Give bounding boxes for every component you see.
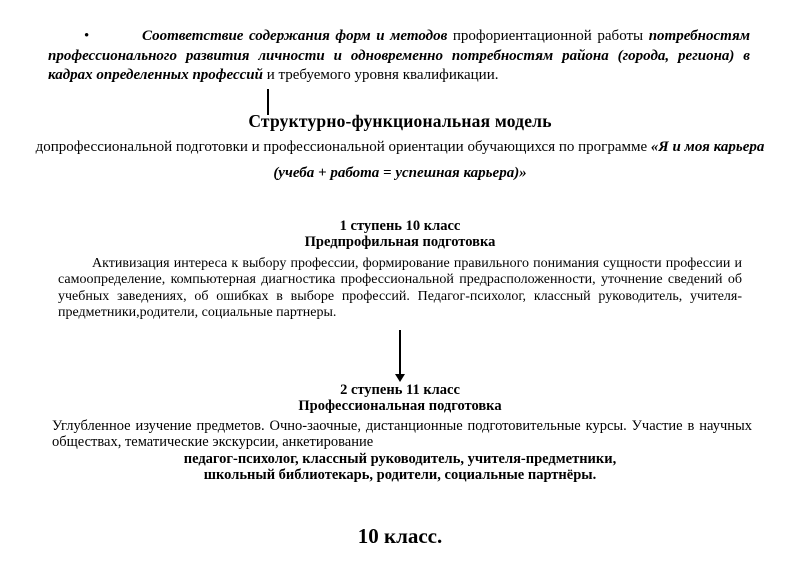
intro-segment-bold-italic-2: потребностям профессионального развития личности и одновременно потребностям района (города, региона) в кадрах определенных профессий	[48, 28, 750, 83]
bullet-paragraph	[0, 0, 800, 86]
stage1-heading	[0, 218, 800, 250]
stage1-description: Активизация интереса к выбору профессии, формирование правильного понимания сущности профессии и самоопределение, компьютерная диагностика профессиональной предрасположенности, уточнение сведений об учебных заведениях, об ошибках в выборе профессий. Педагог-психолог, классный руководитель, учителя-предметники,родители, социальные партнеры.	[58, 255, 742, 320]
subtitle-regular-text: допрофессиональной подготовки и профессиональной ориентации обучающихся по программе	[35, 138, 651, 155]
stage1-heading-name: Предпрофильная подготовка	[304, 233, 496, 250]
intro-segment-bold-italic-1: Соответствие содержания форм и методов	[142, 28, 453, 44]
footer-grade-label: 10 класс.	[357, 523, 443, 548]
intro-segment-regular-1: профориентационной работы	[452, 28, 649, 44]
model-subtitle	[0, 134, 800, 186]
stage2-heading-step: 2 ступень 11 класс	[340, 381, 460, 398]
stage2-description: Углубленное изучение предметов. Очно-заочные, дистанционные подготовительные курсы. Участие в научных обществах, тематические экскурсии, анкетирование	[52, 417, 752, 450]
subtitle-program-name-line1: «Я и моя карьера	[650, 138, 765, 155]
stage1-heading-step: 1 ступень 10 класс	[339, 217, 461, 234]
stage2-heading	[0, 382, 800, 414]
stage2-heading-name: Профессиональная подготовка	[298, 397, 502, 414]
subtitle-program-name-line2: (учеба + работа = успешная карьера)»	[273, 164, 527, 181]
stage2-staff-line1: педагог-психолог, классный руководитель, учителя-предметники,	[183, 450, 617, 467]
stage2-staff-line2: школьный библиотекарь, родители, социальные партнёры.	[203, 467, 597, 483]
arrow-shaft	[399, 330, 401, 375]
down-arrow-icon	[395, 330, 405, 382]
model-title: Структурно-функциональная модель	[248, 110, 552, 131]
bullet-marker: •	[84, 28, 90, 44]
intro-segment-regular-2: и требуемого уровня квалификации.	[266, 67, 499, 83]
arrow-head	[395, 374, 405, 382]
